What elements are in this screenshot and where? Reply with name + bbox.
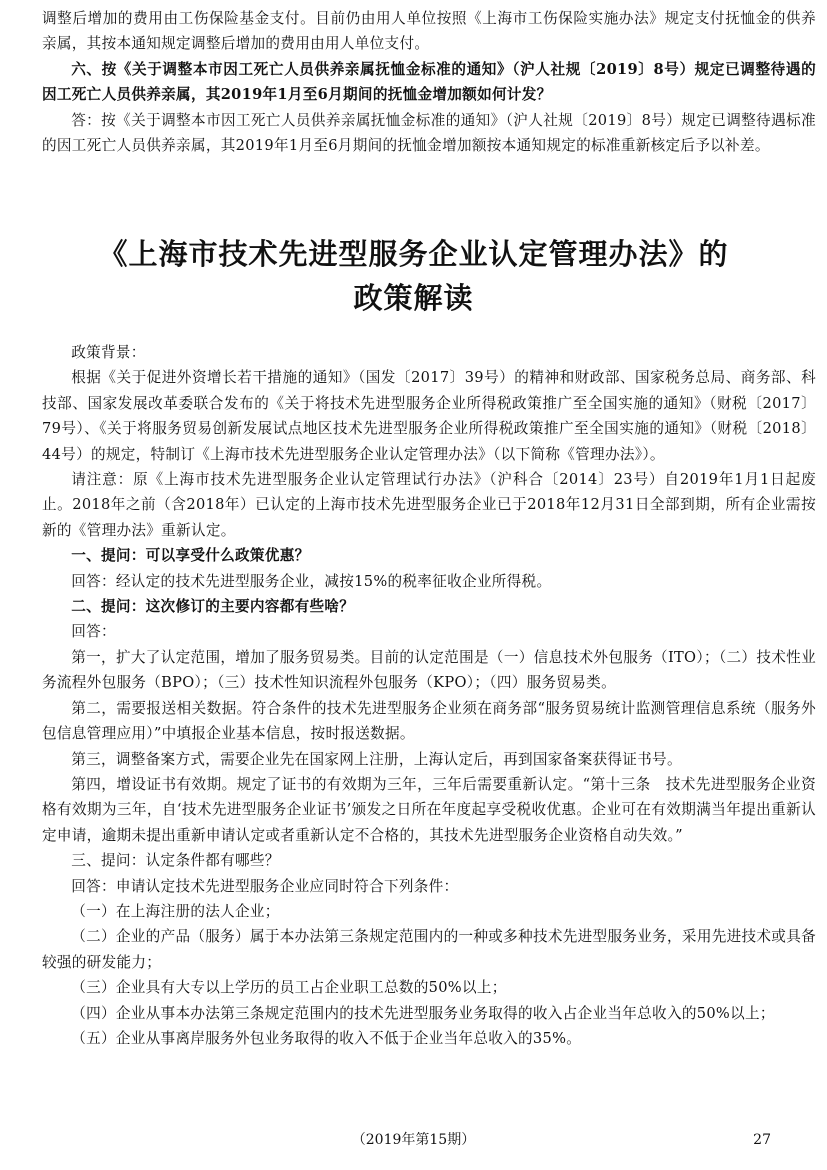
background-label: 政策背景：	[71, 344, 146, 361]
answer-two-point-3: 第三，调整备案方式，需要企业先在国家网上注册，上海认定后，再到国家备案获得证书号。	[71, 750, 682, 768]
question-one: 一、提问：可以享受什么政策优惠？	[71, 547, 310, 565]
question-two: 二、提问：这次修订的主要内容都有些啥？	[71, 598, 355, 616]
condition-4: （四）企业从事本办法第三条规定范围内的技术先进型服务业务取得的收入占企业当年总收入的50%以上；	[71, 1004, 775, 1022]
article-title-line1: 《上海市技术先进型服务企业认定管理办法》的	[98, 237, 729, 271]
answer-two-point-1: 第一，扩大了认定范围，增加了服务贸易类。目前的认定范围是（一）信息技术外包服务（ITO）；（二）技术性业务流程外包服务（BPO）；（三）技术性知识流程外包服务（KPO）；（四）服务贸易类。	[42, 648, 816, 692]
answer-two-label: 回答：	[71, 623, 116, 641]
issue-label: （2019年第15期）	[351, 1132, 476, 1148]
notice-paragraph: 请注意：原《上海市技术先进型服务企业认定管理试行办法》（沪科合〔2014〕23号）自2019年1月1日起废止。2018年之前（含2018年）已认定的上海市技术先进型服务企业已于2018年12月31日全部到期，所有企业需按新的《管理办法》重新认定。	[42, 471, 816, 539]
question-six: 六、按《关于调整本市因工死亡人员供养亲属抚恤金标准的通知》（沪人社规〔2019〕8号）规定已调整待遇的因工死亡人员供养亲属，其2019年1月至6月期间的抚恤金增加额如何计发？	[42, 60, 816, 104]
article-title	[0, 232, 827, 320]
background-text: 根据《关于促进外资增长若干措施的通知》（国发〔2017〕39号）的精神和财政部、国家税务总局、商务部、科技部、国家发展改革委联合发布的《关于将技术先进型服务企业所得税政策推广至全国实施的通知》（财税〔2017〕79号）、《关于将服务贸易创新发展试点地区技术先进型服务企业所得税政策推广至全国实施的通知》（财税〔2018〕44号）的规定，特制订《上海市技术先进型服务企业认定管理办法》（以下简称《管理办法》）。	[42, 369, 816, 463]
question-three: 三、提问：认定条件都有哪些？	[71, 852, 280, 870]
previous-article-tail	[42, 6, 816, 158]
answer-one: 回答：经认定的技术先进型服务企业，减按15%的税率征收企业所得税。	[71, 572, 552, 590]
answer-six: 答：按《关于调整本市因工死亡人员供养亲属抚恤金标准的通知》（沪人社规〔2019〕8号）规定已调整待遇标准的因工死亡人员供养亲属，其2019年1月至6月期间的抚恤金增加额按本通知规定的标准重新核定后予以补差。	[42, 111, 816, 155]
article-body	[42, 340, 816, 1051]
paragraph-tail: 调整后增加的费用由工伤保险基金支付。目前仍由用人单位按照《上海市工伤保险实施办法》规定支付抚恤金的供养亲属，其按本通知规定调整后增加的费用由用人单位支付。	[42, 10, 816, 53]
answer-three: 回答：申请认定技术先进型服务企业应同时符合下列条件：	[71, 877, 459, 895]
article-title-line2: 政策解读	[353, 281, 474, 315]
page-number: 27	[753, 1132, 771, 1148]
condition-2: （二）企业的产品（服务）属于本办法第三条规定范围内的一种或多种技术先进型服务业务，采用先进技术或具备较强的研发能力；	[42, 928, 816, 971]
condition-1: （一）在上海注册的法人企业；	[71, 902, 280, 920]
answer-two-point-2: 第二，需要报送相关数据。符合条件的技术先进型服务企业须在商务部“服务贸易统计监测管理信息系统（服务外包信息管理应用）”中填报企业基本信息，按时报送数据。	[42, 699, 816, 743]
condition-3: （三）企业具有大专以上学历的员工占企业职工总数的50%以上；	[71, 979, 507, 997]
condition-5: （五）企业从事离岸服务外包业务取得的收入不低于企业当年总收入的35%。	[71, 1029, 582, 1047]
answer-two-point-4: 第四，增设证书有效期。规定了证书的有效期为三年，三年后需要重新认定。“第十三条 技术先进型服务企业资格有效期为三年，自‘技术先进型服务企业证书’颁发之日所在年度起享受税收优惠。企业可在有效期满当年提出重新认定申请，逾期未提出重新申请认定或者重新认定不合格的，其技术先进型服务企业资格自动失效。”	[42, 775, 816, 844]
